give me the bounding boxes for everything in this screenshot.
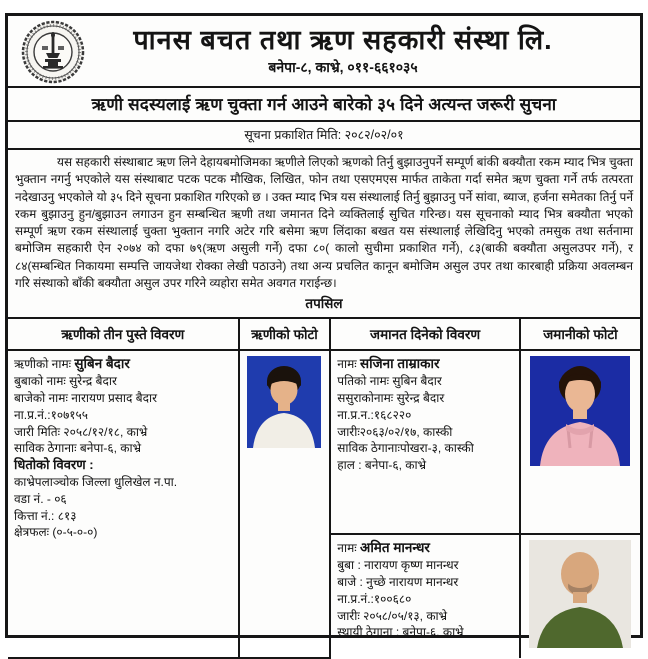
detail-line: क्षेत्रफलः (०-५-०-०) [14,525,98,540]
published-date: सूचना प्रकाशित मिति: २०८२/०२/०१ [8,122,640,150]
cooperative-seal-icon [21,20,85,84]
detail-line: ना.प्र.नं.:१००६८० [337,591,412,606]
section-title-tapasil: तपसिल [305,296,343,312]
guarantor2-photo-cell [520,534,640,658]
document-header [8,16,640,88]
col-header-borrower-details: ऋणीको तीन पुस्ते विवरण [8,319,239,350]
detail-line: साविक ठेगानाःपोखरा-३, कास्की [337,441,474,456]
notice-document [5,13,643,638]
guarantor1-details-cell [330,350,520,534]
detail-line: बुबा : नारायण कृष्ण मानन्धर [337,558,459,573]
guarantor1-name-line: नामः सजिना ताम्राकार [337,356,440,372]
guarantor1-photo-cell [520,350,640,534]
detail-line: जारीः २०५८/०५/१३, काभ्रे [337,608,448,623]
detail-line: जारी मितिः २०५८/१२/१८, काभ्रे [14,424,148,439]
detail-line: बाजे : नुच्छे नारायण मानन्धर [337,574,459,589]
collateral-title: धितोको विवरण : [14,457,94,473]
guarantor2-name: अमित मानन्धर [360,540,430,556]
page-top-margin [0,0,648,13]
header-text-block [14,25,634,77]
detail-line: साविक ठेगानाः बनेपा-६, काभ्रे [14,441,142,456]
table-header-row [8,319,640,350]
guarantor2-photo [529,540,631,648]
borrower-photo [247,356,321,448]
guarantor2-name-line: नामः अमित मानन्धर [337,540,430,556]
detail-line: ना.प्र.न.:१६८२२० [337,407,412,422]
guarantor1-photo [530,356,630,466]
detail-line: बाजेको नामः नारायण प्रसाद बैदार [14,390,157,405]
borrower-details-cell [8,350,239,658]
borrower-name-line: ऋणीको नामः सुबिन बैदार [14,356,130,372]
borrower-name: सुबिन बैदार [74,356,130,372]
notice-body-paragraph: यस सहकारी संस्थाबाट ऋण लिने देहायबमोजिमका ऋणीले लिएको ऋणको तिर्नु बुझाउनुपर्ने सम्पूर्ण बांकी बक्यौता रकम म्याद भित्र चुक्ता भुक्तान नगर्नु भएकोले यस संस्थाबाट पटक पटक मौखिक, लिखित, फोन तथा एसएमएस मार्फत ताकेता गर्दा समेत ऋण चुक्ता गर्ने तर्फ तत्परता नदेखाउनु भएकोले यो ३५ दिने सूचना प्रकाशित गरिएको छ । उक्त म्याद भित्र यस संस्थालाई तिर्नु बुझाउनु पर्ने सांवा, ब्याज, हर्जना समेतका तिर्नु पर्ने रकम बुझाउनु हुन/बुझाउन लगाउन हुन सम्बन्धित ऋणी तथा जमानत दिने व्यक्तिलाई सुचित गरिन्छ। यस सूचनाको म्याद भित्र बक्यौता भएको सम्पूर्ण ऋण रकम संस्थालाई चुक्ता भुक्तान नगरि अटेर गरि बसेमा ऋण लिंदाका बखत यस संस्थालाई लेखिदिनु भएको तमसुक तथा सर्तनामा बमोजिम सहकारी ऐन २०७४ को दफा ७९(ऋण असुली गर्ने) दफा ८०( कालो सुचीमा प्रकाशित गर्ने), ८३(बाकी बक्यौता असुलउपर गर्ने), र ८४(सम्बन्धित निकायमा सम्पत्ति जायजेथा रोक्का लेखी पठाउने) तथा अन्य प्रचलित कानून बमोजिम असुल उपर तथा कारबाही प्रक्रिया अवलम्बन गरि संस्थाको बाँकी बक्यौता असुल उपर गरिने व्यहोरा समेत अवगत गराईन्छ। [15,155,633,291]
detail-line: ससुराकोनामः सुरेन्द्र बैदार [337,390,445,405]
detail-line: काभ्रेपलाञ्चोक जिल्ला धुलिखेल न.पा. [14,474,178,489]
col-header-guarantor-photo: जमानीको फोटो [520,319,640,350]
borrower-photo-cell [239,350,331,658]
notice-headline: ऋणी सदस्यलाई ऋण चुक्ता गर्न आउने बारेको ३५ दिने अत्यन्त जरूरी सुचना [8,88,640,122]
detail-line: कित्ता नं.: ८१३ [14,508,77,523]
detail-line: वडा नं. - ०६ [14,491,67,506]
defaulters-table [8,319,640,659]
detail-line: पतिको नामः सुबिन बैदार [337,374,442,389]
detail-line: स्थायी ठेगाना : बनेपा-६, काभ्रे [337,625,464,640]
notice-body-section [8,150,640,319]
org-address: बनेपा-८, काभ्रे, ०११-६६१०३५ [268,59,418,75]
table-row [8,350,640,534]
detail-line: ना.प्र.नं.:१०७१५५ [14,407,89,422]
col-header-borrower-photo: ऋणीको फोटो [239,319,331,350]
col-header-guarantor-details: जमानत दिनेको विवरण [330,319,520,350]
guarantor2-details-cell [330,534,520,658]
guarantor1-name: सजिना ताम्राकार [360,356,440,372]
org-name: पानस बचत तथा ऋण सहकारी संस्था लि. [133,25,553,55]
detail-line: बुबाको नामः सुरेन्द्र बैदार [14,374,117,389]
detail-line: जारीः२०६३/०२/१७, कास्की [337,424,453,439]
detail-line: हाल : बनेपा-६, काभ्रे [337,458,427,473]
